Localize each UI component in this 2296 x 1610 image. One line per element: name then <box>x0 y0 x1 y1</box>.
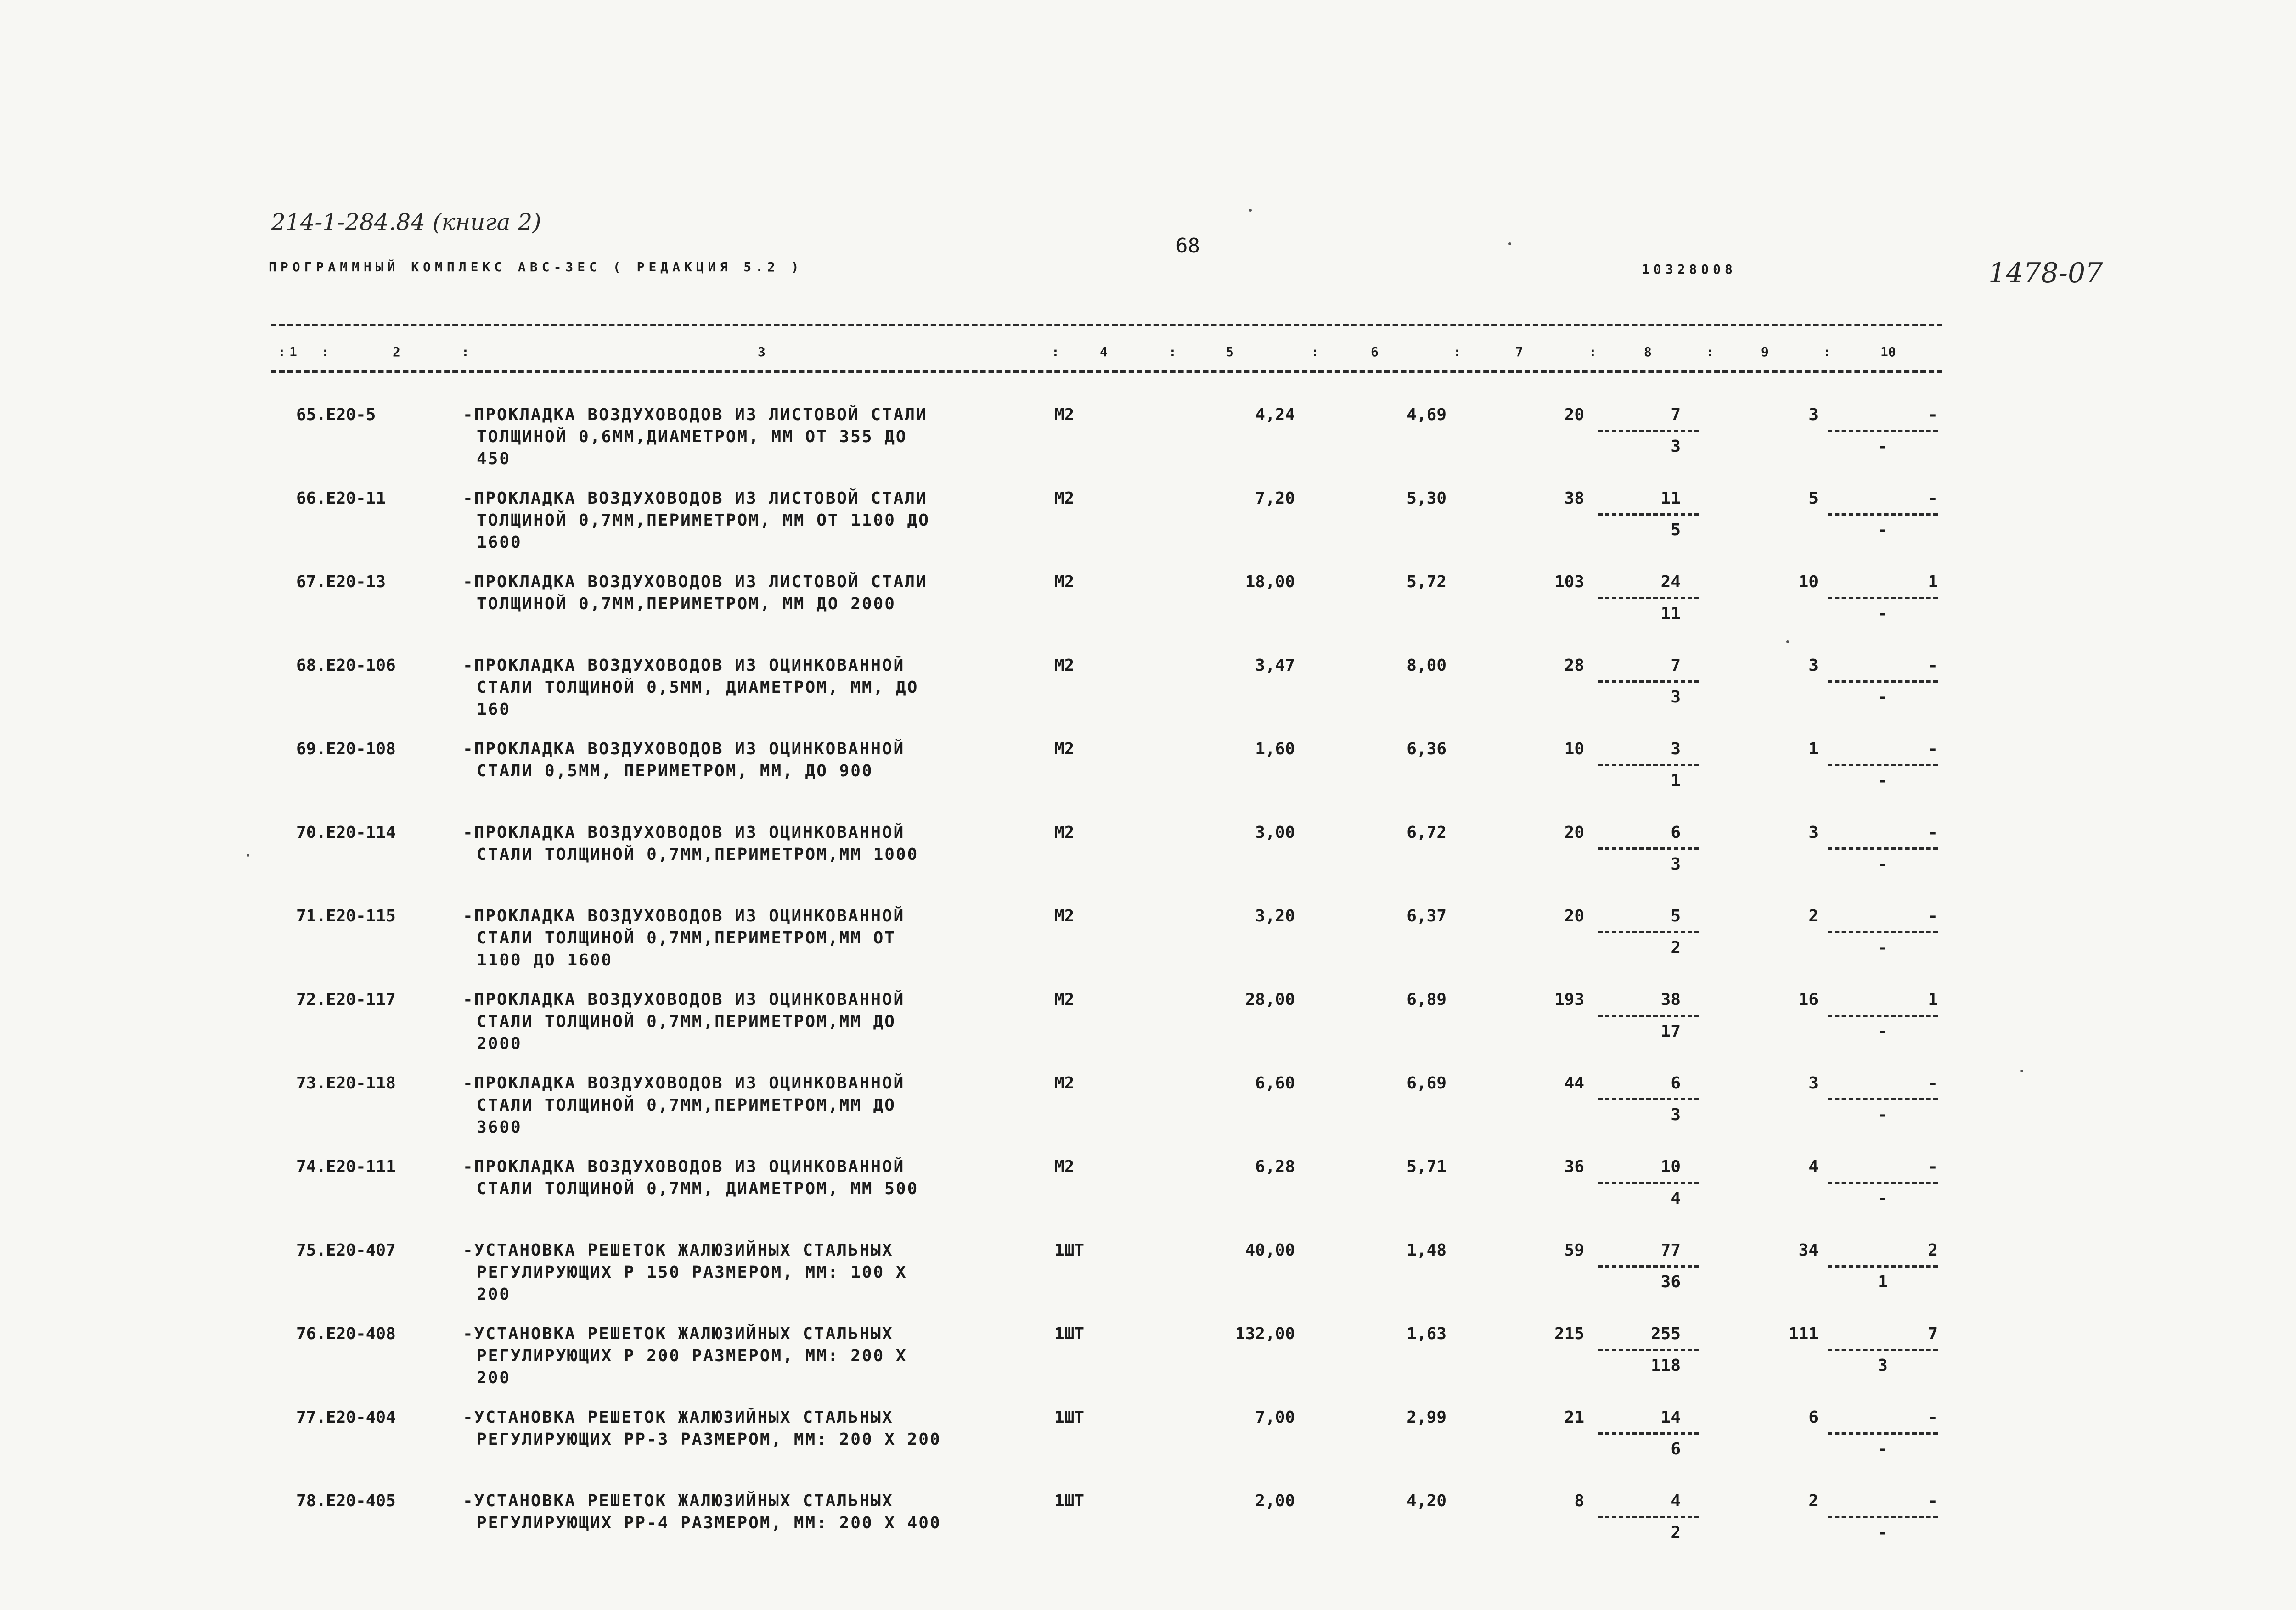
col10-top: - <box>1928 1074 1938 1093</box>
row-col10-fraction <box>1823 1407 1942 1460</box>
row-quantity: 6,28 <box>1255 1157 1295 1176</box>
row-col8-fraction <box>1593 905 1704 959</box>
row-description <box>463 655 918 721</box>
fraction-divider <box>1598 430 1699 432</box>
row-quantity: 7,20 <box>1255 489 1295 508</box>
col10-bottom: - <box>1878 938 1888 957</box>
description-line: -ПРОКЛАДКА ВОЗДУХОВОДОВ ИЗ ОЦИНКОВАННОЙ <box>463 740 905 758</box>
row-col10-fraction <box>1823 989 1942 1043</box>
column-separator: : <box>461 344 469 359</box>
row-col10-fraction <box>1823 404 1942 458</box>
col10-top: 7 <box>1928 1324 1938 1343</box>
row-unit: М2 <box>1054 823 1075 842</box>
row-quantity: 132,00 <box>1235 1324 1295 1343</box>
row-code: 70.Е20-114 <box>296 823 396 842</box>
row-unit: М2 <box>1054 1074 1075 1093</box>
column-separator: : <box>1823 344 1831 359</box>
row-code: 76.Е20-408 <box>296 1324 396 1343</box>
table-row <box>0 571 2296 654</box>
description-line: -ПРОКЛАДКА ВОЗДУХОВОДОВ ИЗ ЛИСТОВОЙ СТАЛИ <box>463 405 928 424</box>
col8-top: 4 <box>1671 1492 1681 1510</box>
column-separator: : <box>1052 344 1059 359</box>
row-unit: М2 <box>1054 572 1075 591</box>
col8-bottom: 5 <box>1671 521 1681 539</box>
row-quantity: 40,00 <box>1245 1241 1295 1260</box>
table-row <box>0 989 2296 1071</box>
description-line: СТАЛИ ТОЛЩИНОЙ 0,7ММ,ПЕРИМЕТРОМ,ММ ОТ <box>477 929 896 948</box>
row-unit: М2 <box>1054 489 1075 508</box>
description-line: -УСТАНОВКА РЕШЕТОК ЖАЛЮЗИЙНЫХ СТАЛЬНЫХ <box>463 1408 894 1427</box>
table-row <box>0 1072 2296 1155</box>
description-line: -ПРОКЛАДКА ВОЗДУХОВОДОВ ИЗ ОЦИНКОВАННОЙ <box>463 907 905 926</box>
col8-top: 7 <box>1671 656 1681 675</box>
description-line: 160 <box>477 700 511 719</box>
row-col9: 3 <box>1808 823 1818 842</box>
fraction-divider <box>1828 1265 1938 1268</box>
handwritten-title: 214-1-284.84 (книга 2) <box>271 209 541 236</box>
fraction-divider <box>1598 1516 1699 1518</box>
description-line: РЕГУЛИРУЮЩИХ РР-4 РАЗМЕРОМ, ММ: 200 Х 400 <box>477 1514 941 1532</box>
row-col8-fraction <box>1593 404 1704 458</box>
table-row <box>0 488 2296 570</box>
table-row <box>0 1156 2296 1239</box>
row-col9: 3 <box>1808 656 1818 675</box>
description-line: 1600 <box>477 533 522 552</box>
row-description <box>463 1240 907 1306</box>
col8-top: 24 <box>1660 572 1681 591</box>
row-description <box>463 404 928 470</box>
description-line: -ПРОКЛАДКА ВОЗДУХОВОДОВ ИЗ ОЦИНКОВАННОЙ <box>463 990 905 1009</box>
column-number-7: 7 <box>1515 344 1523 359</box>
fraction-divider <box>1598 1432 1699 1435</box>
row-unit-cost: 4,20 <box>1407 1492 1446 1510</box>
col8-top: 6 <box>1671 823 1681 842</box>
description-line: СТАЛИ ТОЛЩИНОЙ 0,7ММ, ДИАМЕТРОМ, ММ 500 <box>477 1179 919 1198</box>
row-unit: 1ШТ <box>1054 1324 1085 1343</box>
col10-bottom: - <box>1878 437 1888 456</box>
row-total: 8 <box>1574 1492 1584 1510</box>
row-unit: М2 <box>1054 656 1075 675</box>
row-col9: 10 <box>1798 572 1818 591</box>
row-unit-cost: 6,72 <box>1407 823 1446 842</box>
description-line: РЕГУЛИРУЮЩИХ Р 150 РАЗМЕРОМ, ММ: 100 Х <box>477 1263 907 1282</box>
col8-bottom: 3 <box>1671 437 1681 456</box>
col8-bottom: 2 <box>1671 938 1681 957</box>
row-col10-fraction <box>1823 738 1942 792</box>
col8-top: 7 <box>1671 405 1681 424</box>
description-line: ТОЛЩИНОЙ 0,6ММ,ДИАМЕТРОМ, ММ ОТ 355 ДО <box>477 427 907 446</box>
row-description <box>463 989 905 1055</box>
row-description <box>463 905 905 971</box>
col8-bottom: 3 <box>1671 688 1681 707</box>
row-col10-fraction <box>1823 1240 1942 1293</box>
row-unit: М2 <box>1054 740 1075 758</box>
table-row <box>0 1407 2296 1489</box>
fraction-divider <box>1828 1516 1938 1518</box>
row-col9: 16 <box>1798 990 1818 1009</box>
fraction-divider <box>1598 1265 1699 1268</box>
fraction-divider <box>1828 597 1938 599</box>
col10-bottom: 1 <box>1878 1273 1888 1291</box>
row-unit: М2 <box>1054 1157 1075 1176</box>
col8-top: 6 <box>1671 1074 1681 1093</box>
col8-bottom: 1 <box>1671 771 1681 790</box>
row-description <box>463 1156 918 1200</box>
description-line: СТАЛИ 0,5ММ, ПЕРИМЕТРОМ, ММ, ДО 900 <box>477 762 873 780</box>
row-col10-fraction <box>1823 822 1942 875</box>
col8-bottom: 17 <box>1660 1022 1681 1041</box>
description-line: -ПРОКЛАДКА ВОЗДУХОВОДОВ ИЗ ОЦИНКОВАННОЙ <box>463 1157 905 1176</box>
description-line: СТАЛИ ТОЛЩИНОЙ 0,7ММ,ПЕРИМЕТРОМ,ММ 1000 <box>477 845 919 864</box>
row-col10-fraction <box>1823 1323 1942 1377</box>
col10-bottom: - <box>1878 1189 1888 1208</box>
table-row <box>0 655 2296 737</box>
description-line: 3600 <box>477 1118 522 1137</box>
fraction-divider <box>1598 847 1699 850</box>
row-unit-cost: 1,63 <box>1407 1324 1446 1343</box>
row-total: 193 <box>1554 990 1584 1009</box>
row-col10-fraction <box>1823 571 1942 625</box>
column-separator: : <box>1706 344 1714 359</box>
table-row <box>0 1323 2296 1406</box>
col10-bottom: - <box>1878 604 1888 623</box>
row-unit: М2 <box>1054 907 1075 926</box>
row-unit: 1ШТ <box>1054 1241 1085 1260</box>
handwritten-corner-note: 1478-07 <box>1988 257 2103 289</box>
col8-bottom: 3 <box>1671 1105 1681 1124</box>
col8-top: 11 <box>1660 489 1681 508</box>
table-row <box>0 905 2296 988</box>
row-col9: 4 <box>1808 1157 1818 1176</box>
row-total: 215 <box>1554 1324 1584 1343</box>
col8-top: 38 <box>1660 990 1681 1009</box>
column-number-4: 4 <box>1100 344 1108 359</box>
description-line: -ПРОКЛАДКА ВОЗДУХОВОДОВ ИЗ ОЦИНКОВАННОЙ <box>463 1074 905 1093</box>
col10-top: 2 <box>1928 1241 1938 1260</box>
row-col9: 34 <box>1798 1241 1818 1260</box>
row-unit-cost: 1,48 <box>1407 1241 1446 1260</box>
row-total: 44 <box>1564 1074 1584 1093</box>
fraction-divider <box>1598 1015 1699 1017</box>
table-row <box>0 404 2296 487</box>
row-total: 103 <box>1554 572 1584 591</box>
row-code: 77.Е20-404 <box>296 1408 396 1427</box>
row-col8-fraction <box>1593 822 1704 875</box>
column-number-2: 2 <box>393 344 400 359</box>
row-quantity: 28,00 <box>1245 990 1295 1009</box>
col8-bottom: 6 <box>1671 1440 1681 1459</box>
col8-top: 10 <box>1660 1157 1681 1176</box>
description-line: ТОЛЩИНОЙ 0,7ММ,ПЕРИМЕТРОМ, ММ ОТ 1100 ДО <box>477 511 930 530</box>
row-quantity: 2,00 <box>1255 1492 1295 1510</box>
row-col10-fraction <box>1823 1490 1942 1544</box>
row-code: 67.Е20-13 <box>296 572 386 591</box>
col10-bottom: - <box>1878 1440 1888 1459</box>
col10-bottom: - <box>1878 1022 1888 1041</box>
description-line: -УСТАНОВКА РЕШЕТОК ЖАЛЮЗИЙНЫХ СТАЛЬНЫХ <box>463 1241 894 1260</box>
row-code: 73.Е20-118 <box>296 1074 396 1093</box>
column-number-5: 5 <box>1226 344 1234 359</box>
description-line: СТАЛИ ТОЛЩИНОЙ 0,7ММ,ПЕРИМЕТРОМ,ММ ДО <box>477 1096 896 1115</box>
col8-bottom: 118 <box>1650 1356 1681 1375</box>
row-col8-fraction <box>1593 1490 1704 1544</box>
col10-bottom: 3 <box>1878 1356 1888 1375</box>
row-code: 68.Е20-106 <box>296 656 396 675</box>
table-row <box>0 738 2296 821</box>
fraction-divider <box>1598 1182 1699 1184</box>
col8-top: 255 <box>1650 1324 1681 1343</box>
description-line: -УСТАНОВКА РЕШЕТОК ЖАЛЮЗИЙНЫХ СТАЛЬНЫХ <box>463 1324 894 1343</box>
row-unit: М2 <box>1054 990 1075 1009</box>
col8-bottom: 11 <box>1660 604 1681 623</box>
col10-bottom: - <box>1878 521 1888 539</box>
row-unit-cost: 5,72 <box>1407 572 1446 591</box>
fraction-divider <box>1828 513 1938 516</box>
fraction-divider <box>1828 764 1938 766</box>
row-col9: 3 <box>1808 1074 1818 1093</box>
column-number-6: 6 <box>1371 344 1379 359</box>
document-code: 10328008 <box>1642 262 1737 277</box>
row-unit: 1ШТ <box>1054 1408 1085 1427</box>
row-unit: М2 <box>1054 405 1075 424</box>
column-number-10: 10 <box>1880 344 1896 359</box>
header-rule-bottom <box>271 370 1942 373</box>
col10-bottom: - <box>1878 855 1888 874</box>
column-separator: : <box>1311 344 1319 359</box>
column-number-1: 1 <box>289 344 297 359</box>
col10-top: - <box>1928 656 1938 675</box>
col8-top: 3 <box>1671 740 1681 758</box>
description-line: 450 <box>477 449 511 468</box>
col10-top: 1 <box>1928 572 1938 591</box>
row-total: 38 <box>1564 489 1584 508</box>
fraction-divider <box>1598 513 1699 516</box>
row-col8-fraction <box>1593 1156 1704 1210</box>
row-total: 20 <box>1564 907 1584 926</box>
row-unit-cost: 5,71 <box>1407 1157 1446 1176</box>
scan-speck <box>1508 242 1511 245</box>
row-col8-fraction <box>1593 1072 1704 1126</box>
fraction-divider <box>1598 1098 1699 1100</box>
row-col10-fraction <box>1823 1072 1942 1126</box>
row-col9: 3 <box>1808 405 1818 424</box>
scan-speck <box>1786 640 1789 643</box>
col8-bottom: 2 <box>1671 1523 1681 1542</box>
row-total: 21 <box>1564 1408 1584 1427</box>
row-total: 28 <box>1564 656 1584 675</box>
row-unit: 1ШТ <box>1054 1492 1085 1510</box>
row-quantity: 3,47 <box>1255 656 1295 675</box>
fraction-divider <box>1598 764 1699 766</box>
fraction-divider <box>1828 847 1938 850</box>
col10-top: - <box>1928 489 1938 508</box>
row-col9: 2 <box>1808 1492 1818 1510</box>
row-unit-cost: 6,69 <box>1407 1074 1446 1093</box>
description-line: 2000 <box>477 1034 522 1053</box>
table-row <box>0 1240 2296 1322</box>
col10-top: - <box>1928 405 1938 424</box>
row-quantity: 3,20 <box>1255 907 1295 926</box>
col10-top: - <box>1928 1157 1938 1176</box>
row-total: 36 <box>1564 1157 1584 1176</box>
row-quantity: 18,00 <box>1245 572 1295 591</box>
row-unit-cost: 6,37 <box>1407 907 1446 926</box>
description-line: СТАЛИ ТОЛЩИНОЙ 0,7ММ,ПЕРИМЕТРОМ,ММ ДО <box>477 1012 896 1031</box>
row-unit-cost: 8,00 <box>1407 656 1446 675</box>
row-code: 66.Е20-11 <box>296 489 386 508</box>
description-line: -ПРОКЛАДКА ВОЗДУХОВОДОВ ИЗ ЛИСТОВОЙ СТАЛИ <box>463 489 928 508</box>
row-col10-fraction <box>1823 655 1942 708</box>
row-description <box>463 1490 941 1534</box>
description-line: РЕГУЛИРУЮЩИХ РР-3 РАЗМЕРОМ, ММ: 200 Х 200 <box>477 1430 941 1449</box>
row-code: 74.Е20-111 <box>296 1157 396 1176</box>
col10-top: - <box>1928 1492 1938 1510</box>
row-description <box>463 738 905 782</box>
col8-bottom: 3 <box>1671 855 1681 874</box>
description-line: 200 <box>477 1369 511 1387</box>
col8-bottom: 4 <box>1671 1189 1681 1208</box>
fraction-divider <box>1828 430 1938 432</box>
row-col9: 111 <box>1788 1324 1818 1343</box>
description-line: 1100 ДО 1600 <box>477 951 613 970</box>
row-col8-fraction <box>1593 1240 1704 1293</box>
row-description <box>463 1072 905 1139</box>
fraction-divider <box>1828 680 1938 683</box>
col10-bottom: - <box>1878 1105 1888 1124</box>
table-row <box>0 822 2296 904</box>
row-code: 78.Е20-405 <box>296 1492 396 1510</box>
row-col9: 2 <box>1808 907 1818 926</box>
fraction-divider <box>1828 1182 1938 1184</box>
description-line: -УСТАНОВКА РЕШЕТОК ЖАЛЮЗИЙНЫХ СТАЛЬНЫХ <box>463 1492 894 1510</box>
row-unit-cost: 6,89 <box>1407 990 1446 1009</box>
row-quantity: 6,60 <box>1255 1074 1295 1093</box>
column-separator: : <box>1453 344 1461 359</box>
page-number: 68 <box>1176 234 1200 258</box>
fraction-divider <box>1828 1432 1938 1435</box>
row-code: 72.Е20-117 <box>296 990 396 1009</box>
scan-speck <box>1249 209 1252 212</box>
description-line: ТОЛЩИНОЙ 0,7ММ,ПЕРИМЕТРОМ, ММ ДО 2000 <box>477 595 896 613</box>
col10-bottom: - <box>1878 1523 1888 1542</box>
col8-top: 77 <box>1660 1241 1681 1260</box>
row-description <box>463 571 928 615</box>
row-col8-fraction <box>1593 1407 1704 1460</box>
column-separator: : <box>1589 344 1597 359</box>
row-col8-fraction <box>1593 488 1704 541</box>
col10-top: - <box>1928 1408 1938 1427</box>
fraction-divider <box>1828 1098 1938 1100</box>
row-quantity: 4,24 <box>1255 405 1295 424</box>
column-number-3: 3 <box>758 344 765 359</box>
row-unit-cost: 2,99 <box>1407 1408 1446 1427</box>
description-line: СТАЛИ ТОЛЩИНОЙ 0,5ММ, ДИАМЕТРОМ, ММ, ДО <box>477 678 919 697</box>
row-total: 59 <box>1564 1241 1584 1260</box>
scan-speck <box>2020 1070 2023 1072</box>
row-col9: 1 <box>1808 740 1818 758</box>
row-col10-fraction <box>1823 488 1942 541</box>
header-rule-top <box>271 324 1942 326</box>
fraction-divider <box>1828 1015 1938 1017</box>
row-col10-fraction <box>1823 905 1942 959</box>
row-col8-fraction <box>1593 1323 1704 1377</box>
col10-top: 1 <box>1928 990 1938 1009</box>
column-separator: : <box>321 344 329 359</box>
col8-top: 14 <box>1660 1408 1681 1427</box>
row-description <box>463 822 918 866</box>
row-code: 71.Е20-115 <box>296 907 396 926</box>
column-separator: : <box>1169 344 1176 359</box>
row-code: 65.Е20-5 <box>296 405 376 424</box>
row-col9: 5 <box>1808 489 1818 508</box>
row-col8-fraction <box>1593 655 1704 708</box>
row-total: 20 <box>1564 823 1584 842</box>
row-description <box>463 1323 907 1389</box>
program-line: ПРОГРАММНЫЙ КОМПЛЕКС АВС-ЗЕС ( РЕДАКЦИЯ 5.2 ) <box>269 259 803 275</box>
col10-bottom: - <box>1878 688 1888 707</box>
fraction-divider <box>1598 597 1699 599</box>
row-unit-cost: 5,30 <box>1407 489 1446 508</box>
row-quantity: 7,00 <box>1255 1408 1295 1427</box>
row-unit-cost: 4,69 <box>1407 405 1446 424</box>
row-col8-fraction <box>1593 989 1704 1043</box>
scan-speck <box>247 854 249 857</box>
fraction-divider <box>1598 1349 1699 1351</box>
row-quantity: 3,00 <box>1255 823 1295 842</box>
row-total: 20 <box>1564 405 1584 424</box>
col10-top: - <box>1928 823 1938 842</box>
row-col9: 6 <box>1808 1408 1818 1427</box>
description-line: РЕГУЛИРУЮЩИХ Р 200 РАЗМЕРОМ, ММ: 200 Х <box>477 1346 907 1365</box>
fraction-divider <box>1598 931 1699 933</box>
description-line: 200 <box>477 1285 511 1304</box>
row-col10-fraction <box>1823 1156 1942 1210</box>
description-line: -ПРОКЛАДКА ВОЗДУХОВОДОВ ИЗ ОЦИНКОВАННОЙ <box>463 656 905 675</box>
row-col8-fraction <box>1593 571 1704 625</box>
col10-top: - <box>1928 740 1938 758</box>
col10-bottom: - <box>1878 771 1888 790</box>
row-col8-fraction <box>1593 738 1704 792</box>
col8-bottom: 36 <box>1660 1273 1681 1291</box>
row-total: 10 <box>1564 740 1584 758</box>
description-line: -ПРОКЛАДКА ВОЗДУХОВОДОВ ИЗ ОЦИНКОВАННОЙ <box>463 823 905 842</box>
row-code: 75.Е20-407 <box>296 1241 396 1260</box>
row-unit-cost: 6,36 <box>1407 740 1446 758</box>
row-description <box>463 488 930 554</box>
fraction-divider <box>1598 680 1699 683</box>
table-row <box>0 1490 2296 1573</box>
fraction-divider <box>1828 1349 1938 1351</box>
column-number-9: 9 <box>1761 344 1769 359</box>
col8-top: 5 <box>1671 907 1681 926</box>
col10-top: - <box>1928 907 1938 926</box>
row-quantity: 1,60 <box>1255 740 1295 758</box>
row-code: 69.Е20-108 <box>296 740 396 758</box>
column-separator: : <box>278 344 286 359</box>
description-line: -ПРОКЛАДКА ВОЗДУХОВОДОВ ИЗ ЛИСТОВОЙ СТАЛИ <box>463 572 928 591</box>
fraction-divider <box>1828 931 1938 933</box>
column-number-8: 8 <box>1644 344 1652 359</box>
row-description <box>463 1407 941 1451</box>
